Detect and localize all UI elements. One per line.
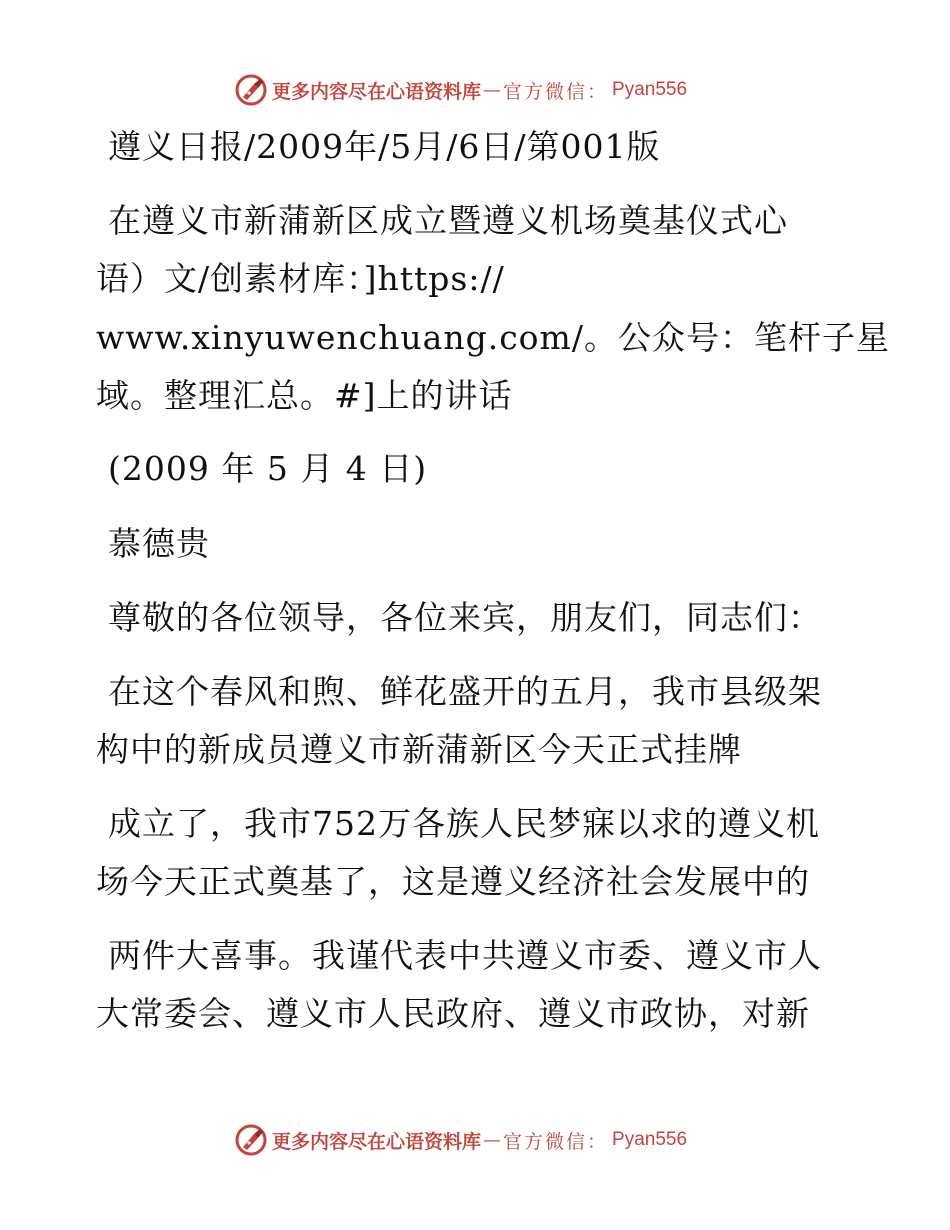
footer-watermark-banner	[234, 1120, 687, 1160]
watermark-separator: —	[483, 1129, 502, 1151]
watermark-main-text: 更多内容尽在心语资料库	[272, 80, 482, 103]
header-watermark-banner	[234, 70, 687, 110]
doc-line-paragraph-3: 成立了，我市752万各族人民梦寐以求的遵义机	[108, 804, 820, 843]
doc-line-title-4: 域。整理汇总。#]上的讲话	[96, 376, 513, 415]
doc-line-paragraph-1: 在这个春风和煦、鲜花盛开的五月，我市县级架	[108, 672, 822, 711]
doc-line-title-3: www.xinyuwenchuang.com/。公众号：笔杆子星	[96, 318, 890, 357]
doc-line-publication: 遵义日报/2009年/5月/6日/第001版	[108, 127, 661, 166]
watermark-main-text: 更多内容尽在心语资料库	[272, 1130, 482, 1153]
doc-line-date: (2009 年 5 月 4 日)	[108, 449, 428, 488]
doc-line-title-2: 语）文/创素材库：]https://	[96, 259, 505, 298]
pen-nib-circle-icon	[234, 73, 268, 107]
doc-line-title-1: 在遵义市新蒲新区成立暨遵义机场奠基仪式心	[108, 201, 788, 240]
watermark-official-label: 官方微信：	[503, 1130, 609, 1153]
doc-line-salutation: 尊敬的各位领导，各位来宾，朋友们，同志们：	[108, 598, 822, 637]
watermark-separator: —	[483, 79, 502, 101]
doc-line-paragraph-5: 两件大喜事。我谨代表中共遵义市委、遵义市人	[108, 936, 822, 975]
watermark-official-label: 官方微信：	[503, 80, 609, 103]
doc-line-paragraph-6: 大常委会、遵义市人民政府、遵义市政协，对新	[96, 994, 810, 1033]
doc-line-author: 慕德贵	[108, 524, 210, 563]
doc-line-paragraph-4: 场今天正式奠基了，这是遵义经济社会发展中的	[96, 862, 810, 901]
watermark-wechat-id: Pyan556	[612, 79, 688, 100]
pen-nib-circle-icon	[234, 1123, 268, 1157]
watermark-wechat-id: Pyan556	[612, 1129, 688, 1150]
doc-line-paragraph-2: 构中的新成员遵义市新蒲新区今天正式挂牌	[96, 730, 742, 769]
